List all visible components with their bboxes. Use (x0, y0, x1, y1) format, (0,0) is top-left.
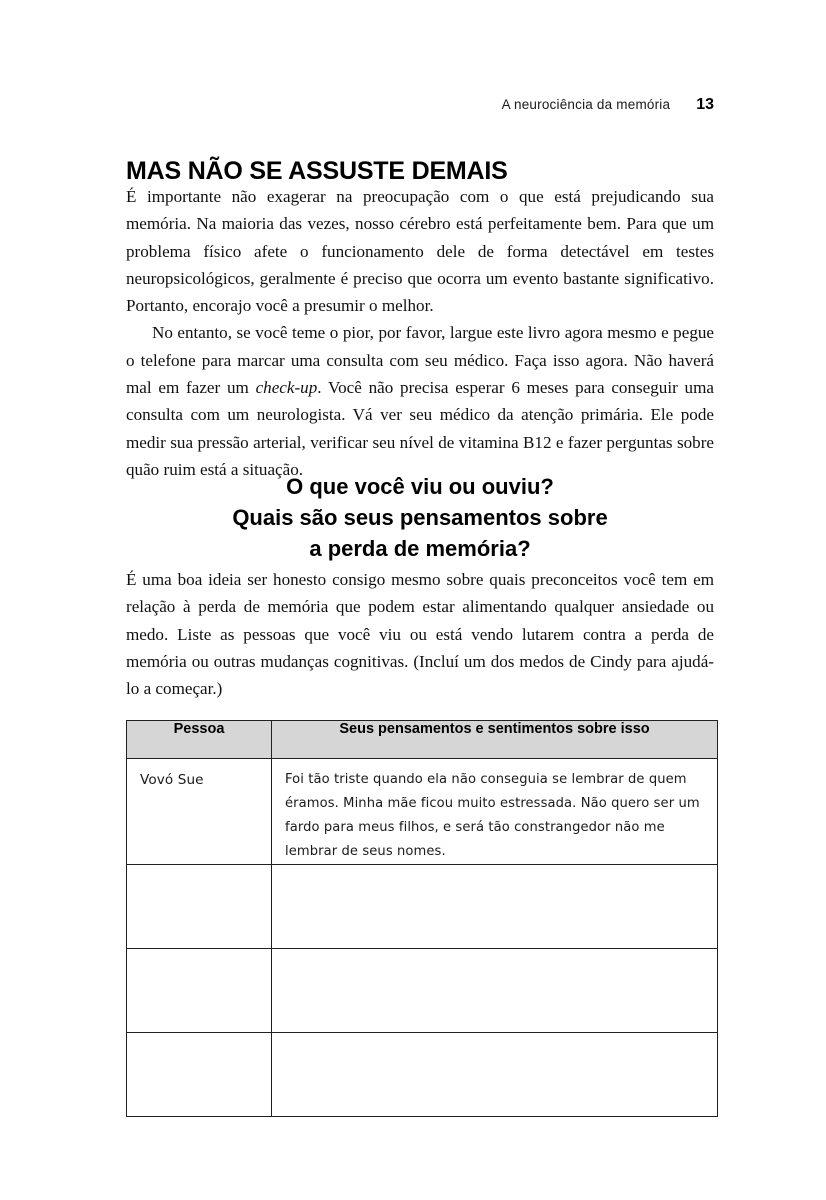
worksheet-prompt-line-3: a perda de memória? (309, 536, 531, 561)
thoughts-entry: Foi tão triste quando ela não conseguia se lembrar de quem éramos. Minha mãe ficou muito estressada. Não quero ser um fardo para meus filhos, e será tão constrangedor não me lembrar de seus nomes. (285, 772, 700, 859)
worksheet-prompt-line-2: Quais são seus pensamentos sobre (232, 505, 608, 530)
page-number: 13 (696, 96, 714, 113)
column-header-person: Pessoa (127, 721, 272, 759)
cell-thoughts[interactable] (272, 865, 718, 949)
column-header-thoughts: Seus pensamentos e sentimentos sobre isso (272, 721, 718, 759)
table-row (127, 865, 718, 949)
intro-paragraphs (126, 183, 714, 483)
instructions-paragraph: É uma boa ideia ser honesto consigo mesmo sobre quais preconceitos você tem em relação à perda de memória que podem estar alimentando qualquer ansiedade ou medo. Liste as pessoas que você viu ou está vendo lutarem contra a perda de memória ou outras mudanças cognitivas. (Incluí um dos medos de Cindy para ajudá-lo a começar.) (126, 570, 714, 699)
cell-thoughts[interactable] (272, 949, 718, 1033)
cell-person[interactable] (127, 759, 272, 865)
table-row (127, 1033, 718, 1117)
worksheet-prompt-line-1: O que você viu ou ouviu? (286, 474, 554, 499)
paragraph-2-italic-term: check-up (255, 378, 318, 398)
person-entry: Vovó Sue (140, 772, 204, 788)
paragraph-1: É importante não exagerar na preocupação com o que está prejudicando sua memória. Na maioria das vezes, nosso cérebro está perfeitamente bem. Para que um problema físico afete o funcionamento dele de forma detectável em testes neuropsicológicos, geralmente é preciso que ocorra um evento bastante significativo. Portanto, encorajo você a presumir o melhor. (126, 187, 714, 316)
running-head (126, 96, 714, 114)
section-heading: MAS NÃO SE ASSUSTE DEMAIS (126, 156, 508, 185)
running-head-title: A neurociência da memória (501, 97, 671, 112)
worksheet-prompt-heading (126, 471, 714, 564)
table-header-row (127, 721, 718, 759)
worksheet-table (126, 720, 718, 1117)
paragraph-2-part-2: . Você não precisa esperar 6 meses para conseguir uma consulta com um neurologista. Vá ver seu médico da atenção primária. Ele pode medir sua pressão arterial, verificar seu nível de vitamina B12 e fazer perguntas sobre quão ruim está a situação. (126, 378, 714, 479)
cell-thoughts[interactable] (272, 1033, 718, 1117)
table-row (127, 949, 718, 1033)
instructions-paragraph-block (126, 566, 714, 702)
table-row (127, 759, 718, 865)
cell-person[interactable] (127, 865, 272, 949)
paragraph-2-part-1: No entanto, se você teme o pior, por favor, largue este livro agora mesmo e pegue o telefone para marcar uma consulta com seu médico. Faça isso agora. Não haverá mal em fazer um (126, 323, 714, 398)
cell-person[interactable] (127, 1033, 272, 1117)
cell-thoughts[interactable] (272, 759, 718, 865)
paragraph-2 (126, 319, 714, 483)
cell-person[interactable] (127, 949, 272, 1033)
